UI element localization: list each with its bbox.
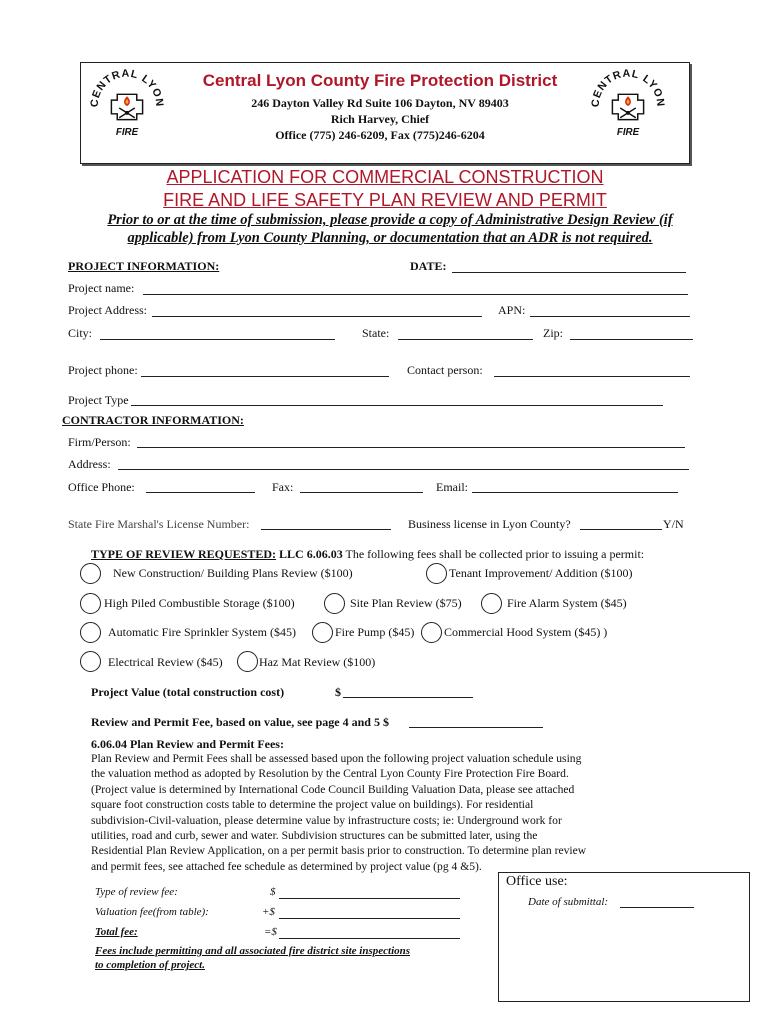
option-tenant-improvement-label: Tenant Improvement/ Addition ($100): [449, 566, 633, 580]
city-label: City:: [68, 326, 93, 340]
business-license-label: Business license in Lyon County?: [408, 517, 571, 531]
project-phone-label: Project phone:: [68, 363, 138, 377]
state-label: State:: [362, 326, 390, 340]
svg-text:FIRE: FIRE: [616, 127, 640, 139]
fee-section-heading: 6.06.04 Plan Review and Permit Fees:: [91, 737, 284, 751]
project-address-field[interactable]: [152, 316, 482, 317]
valuation-fee-prefix: +$: [262, 906, 275, 918]
fax-label: Fax:: [272, 480, 294, 494]
total-fee-label: Total fee:: [95, 926, 138, 938]
adr-notice: [40, 211, 740, 247]
project-name-field[interactable]: [143, 294, 688, 295]
fee-paragraph-line: square foot construction costs table to determine the project value on buildings). For residential: [91, 798, 534, 812]
firm-field[interactable]: [137, 447, 685, 448]
fire-district-seal-right: [589, 67, 667, 145]
option-new-construction-radio[interactable]: [80, 563, 101, 584]
letterhead-text: [170, 71, 590, 143]
project-value-field[interactable]: [343, 697, 473, 698]
license-field[interactable]: [261, 529, 391, 530]
project-info-heading: PROJECT INFORMATION:: [68, 259, 220, 273]
option-fire-pump-label: Fire Pump ($45): [335, 625, 415, 639]
license-label: State Fire Marshal's License Number:: [68, 517, 250, 531]
total-fee-prefix: =$: [264, 926, 277, 938]
option-commercial-hood-label: Commercial Hood System ($45) ): [444, 625, 608, 639]
project-phone-field[interactable]: [141, 376, 389, 377]
fee-note-line1: Fees include permitting and all associated fire district site inspections: [95, 945, 411, 957]
fee-paragraph-line: utilities, road and curb, sewer and water. Subdivision structures can be submitted later, using the: [91, 829, 538, 843]
option-sprinkler-radio[interactable]: [80, 622, 101, 643]
date-field[interactable]: [452, 272, 686, 273]
fee-paragraph-line: and permit fees, see attached fee schedule as determined by project value (pg 4 &5).: [91, 859, 482, 873]
option-site-plan-radio[interactable]: [324, 593, 345, 614]
valuation-fee-field[interactable]: [279, 918, 460, 919]
review-type-heading: TYPE OF REVIEW REQUESTED: LLC 6.06.03 The following fees shall be collected prior to issuing a permit:: [91, 547, 645, 561]
option-electrical-radio[interactable]: [80, 651, 101, 672]
fee-paragraph-line: subdivision-Civil-valuation, please determine value by infrastructure costs; ie: Underground work for: [91, 813, 562, 827]
fee-paragraph-line: (Project value is determined by International Code Council Building Valuation Data, please see attached: [91, 782, 575, 796]
option-sprinkler-label: Automatic Fire Sprinkler System ($45): [108, 625, 296, 639]
email-field[interactable]: [472, 492, 678, 493]
city-field[interactable]: [100, 339, 335, 340]
option-fire-pump-radio[interactable]: [312, 622, 333, 643]
fee-paragraph: [91, 751, 691, 874]
email-label: Email:: [436, 480, 468, 494]
fee-paragraph-line: Residential Plan Review Application, on a per permit basis prior to construction. To determine plan review: [91, 844, 587, 858]
contact-person-label: Contact person:: [407, 363, 483, 377]
yes-no-label: Y/N: [663, 517, 684, 531]
adr-notice-line2: applicable) from Lyon County Planning, or documentation that an ADR is not required.: [127, 230, 653, 246]
svg-text:FIRE: FIRE: [115, 127, 139, 139]
type-fee-prefix: $: [270, 886, 276, 898]
contractor-info-heading: CONTRACTOR INFORMATION:: [62, 413, 244, 427]
option-site-plan-label: Site Plan Review ($75): [350, 596, 462, 610]
zip-field[interactable]: [570, 339, 693, 340]
fee-note-line2: to completion of project.: [95, 959, 205, 971]
district-name: Central Lyon County Fire Protection District: [202, 71, 558, 90]
project-value-label: Project Value (total construction cost): [91, 685, 285, 699]
page-title-line1: APPLICATION FOR COMMERCIAL CONSTRUCTION: [166, 167, 604, 187]
option-electrical-label: Electrical Review ($45): [108, 655, 223, 669]
type-fee-field[interactable]: [279, 898, 460, 899]
project-type-field[interactable]: [131, 405, 663, 406]
type-fee-label: Type of review fee:: [95, 886, 178, 898]
apn-field[interactable]: [530, 316, 690, 317]
option-hazmat-label: Haz Mat Review ($100): [259, 655, 376, 669]
svg-text:CENTRAL LYON: CENTRAL LYON: [589, 67, 667, 108]
adr-notice-line1: Prior to or at the time of submission, please provide a copy of Administrative Design Review (if: [107, 212, 673, 228]
zip-label: Zip:: [543, 326, 563, 340]
apn-label: APN:: [498, 303, 526, 317]
review-fee-field[interactable]: [409, 727, 543, 728]
contractor-address-field[interactable]: [118, 469, 689, 470]
district-chief: Rich Harvey, Chief: [330, 112, 430, 126]
option-fire-alarm-radio[interactable]: [481, 593, 502, 614]
fire-district-seal-left: [88, 67, 166, 145]
business-license-field[interactable]: [580, 529, 662, 530]
state-field[interactable]: [398, 339, 533, 340]
project-address-label: Project Address:: [68, 303, 147, 317]
option-commercial-hood-radio[interactable]: [421, 622, 442, 643]
page-title: [0, 166, 770, 212]
district-phone: Office (775) 246-6209, Fax (775)246-6204: [275, 128, 485, 142]
submittal-date-field[interactable]: [620, 907, 694, 908]
date-label: DATE:: [410, 259, 447, 273]
office-use-box: [498, 872, 750, 1002]
total-fee-field[interactable]: [279, 938, 460, 939]
district-address: 246 Dayton Valley Rd Suite 106 Dayton, NV 89403: [251, 96, 509, 110]
project-name-label: Project name:: [68, 281, 135, 295]
option-new-construction-label: New Construction/ Building Plans Review ($100): [113, 566, 353, 580]
project-value-dollar: $: [335, 685, 341, 699]
office-use-title: Office use:: [506, 874, 568, 889]
svg-text:CENTRAL LYON: CENTRAL LYON: [88, 67, 166, 108]
page-title-line2: FIRE AND LIFE SAFETY PLAN REVIEW AND PERMIT: [163, 190, 607, 210]
office-phone-field[interactable]: [146, 492, 255, 493]
fee-paragraph-line: Plan Review and Permit Fees shall be assessed based upon the following project valuation schedule using: [91, 752, 582, 765]
fax-field[interactable]: [300, 492, 423, 493]
contractor-address-label: Address:: [68, 457, 111, 471]
project-type-label: Project Type: [68, 393, 129, 407]
option-tenant-improvement-radio[interactable]: [426, 563, 447, 584]
office-phone-label: Office Phone:: [68, 480, 135, 494]
option-high-piled-radio[interactable]: [80, 593, 101, 614]
option-fire-alarm-label: Fire Alarm System ($45): [507, 596, 627, 610]
submittal-date-label: Date of submittal:: [528, 896, 609, 908]
fee-paragraph-line: the valuation method as adopted by Resolution by the Central Lyon County Fire Protection Fire Board.: [91, 767, 569, 781]
valuation-fee-label: Valuation fee(from table):: [95, 906, 209, 918]
fee-inclusion-note: [95, 944, 410, 972]
review-fee-label: Review and Permit Fee, based on value, see page 4 and 5 $: [91, 715, 389, 729]
option-high-piled-label: High Piled Combustible Storage ($100): [104, 596, 295, 610]
firm-label: Firm/Person:: [68, 435, 131, 449]
option-hazmat-radio[interactable]: [237, 651, 258, 672]
contact-person-field[interactable]: [494, 376, 690, 377]
